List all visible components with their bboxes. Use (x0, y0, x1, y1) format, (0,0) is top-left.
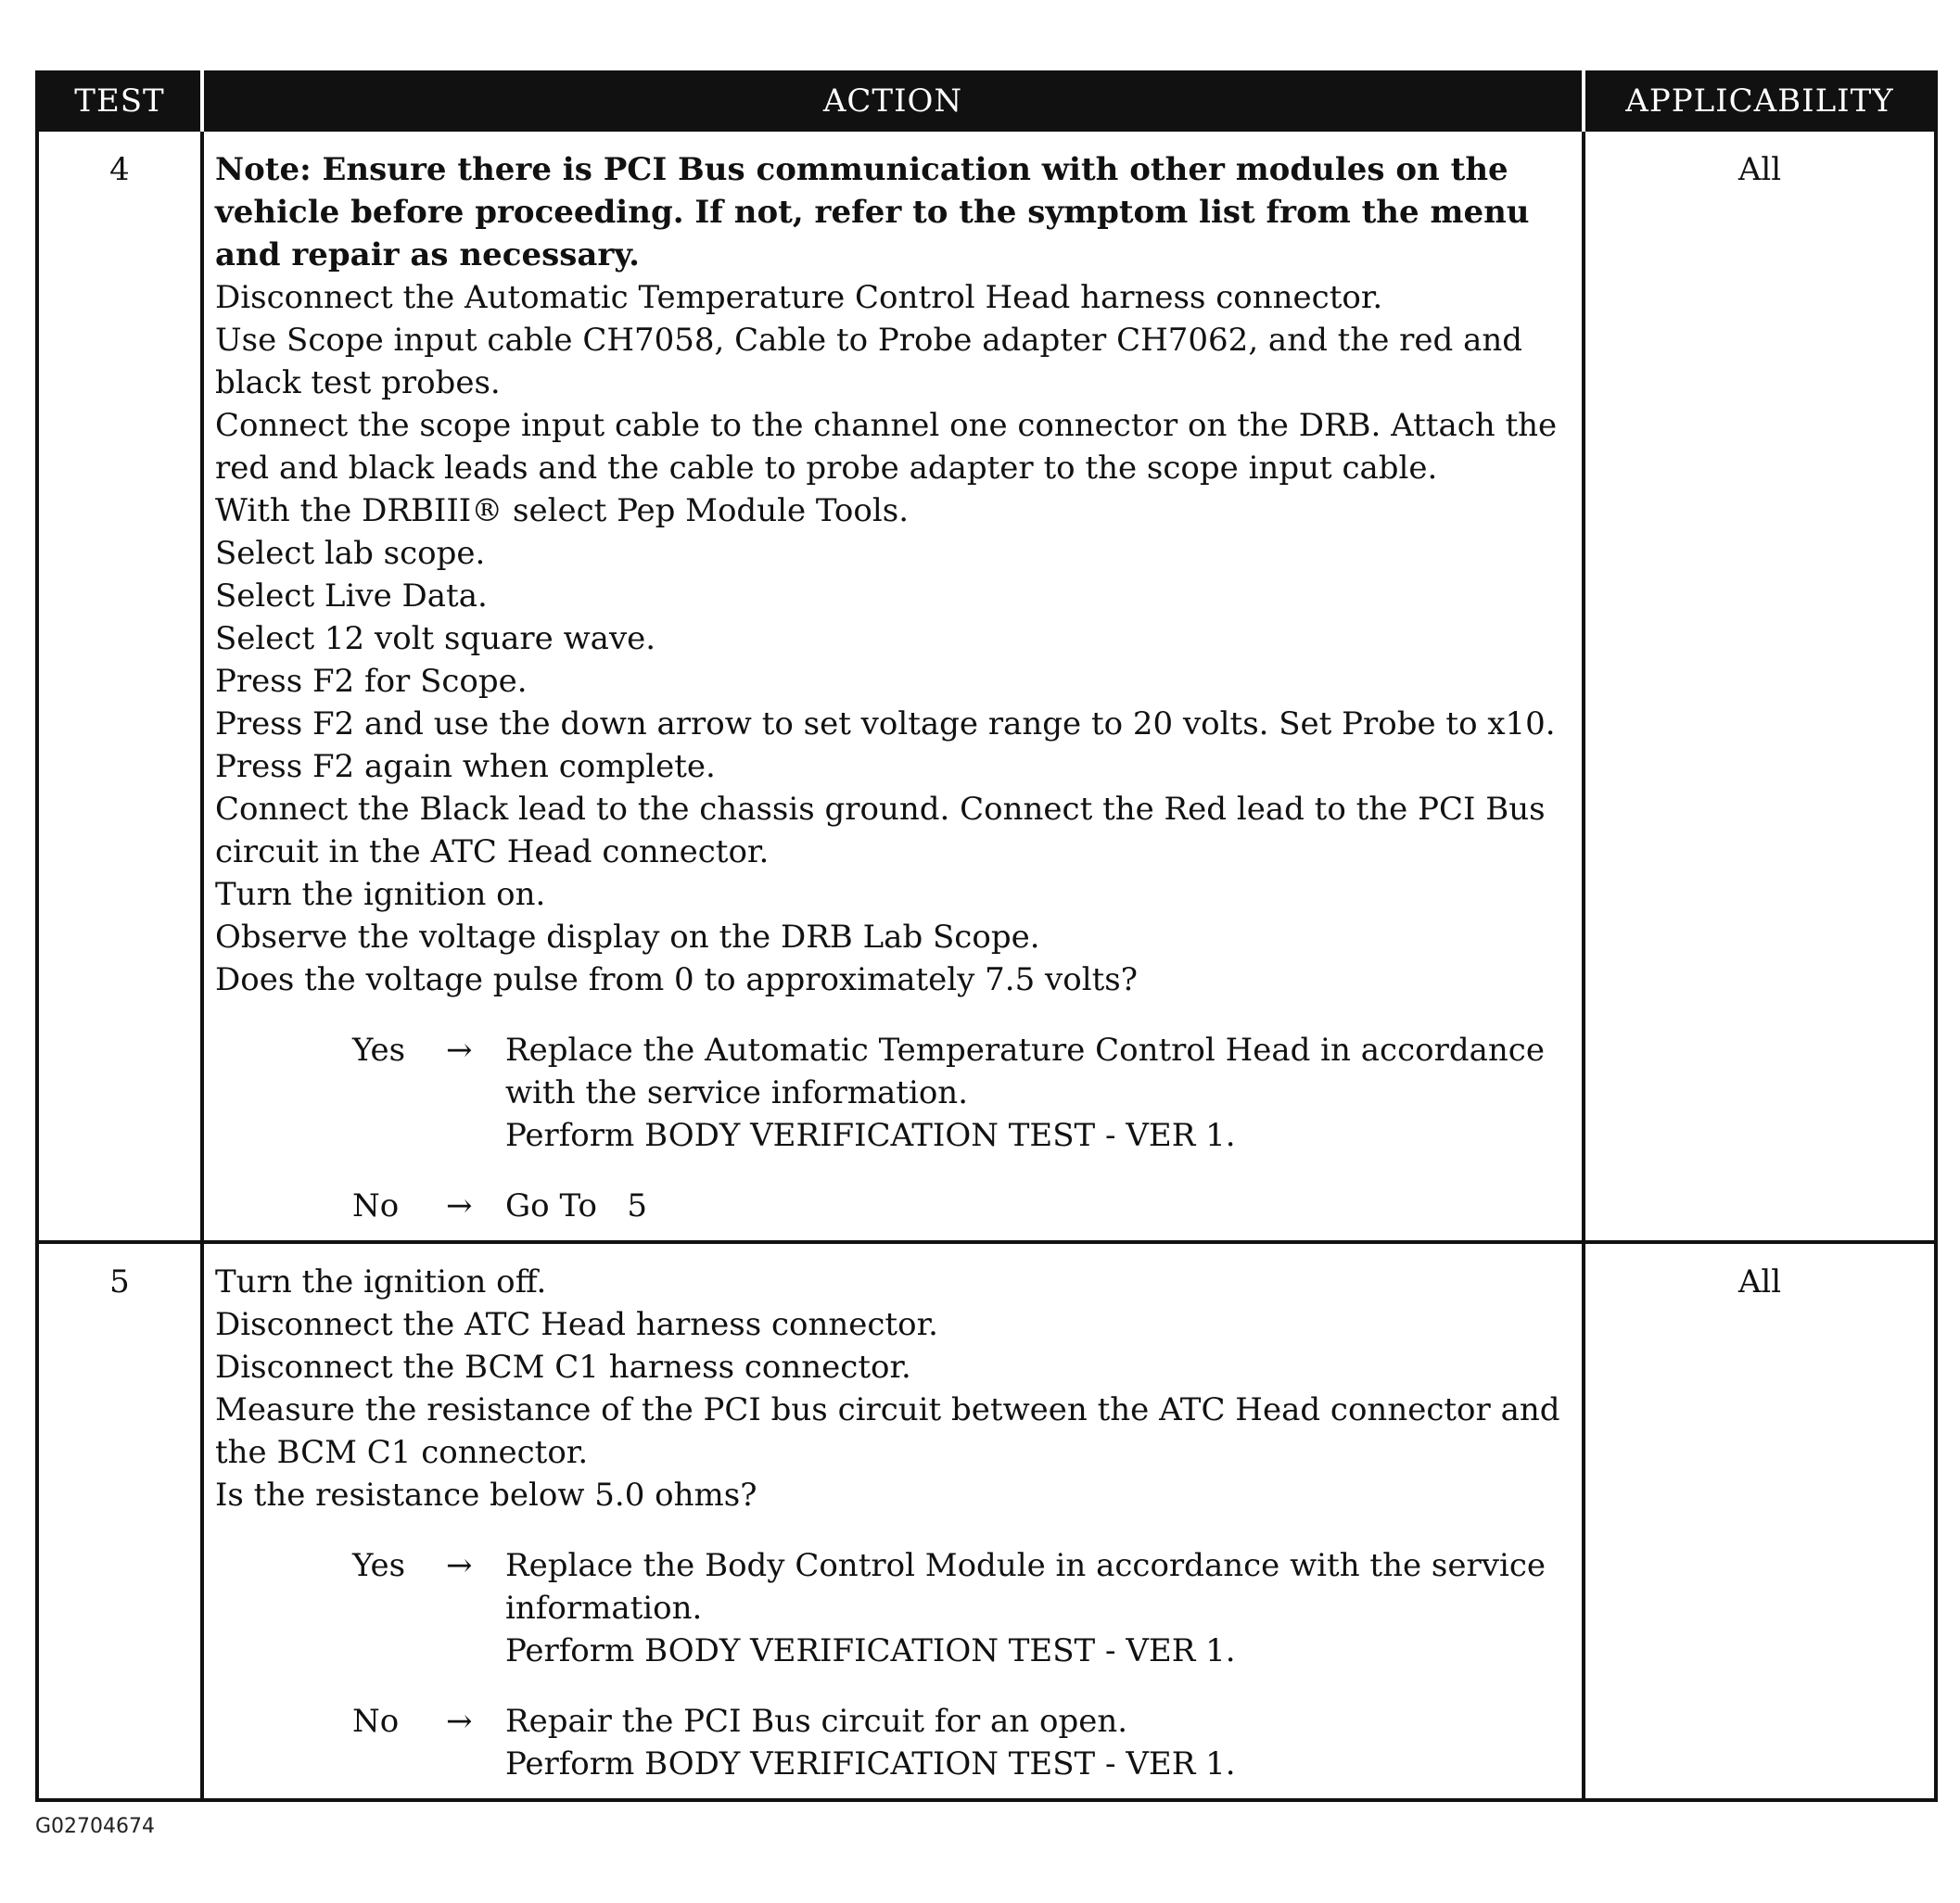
branch-response (505, 1029, 1572, 1157)
response-line: Perform BODY VERIFICATION TEST - VER 1. (505, 1117, 1236, 1154)
note-text: Note: Ensure there is PCI Bus communication with other modules on the vehicle before proceeding. If not, refer to the symptom list from the menu and repair as necessary. (215, 151, 1530, 273)
diagnostic-sheet (35, 70, 1934, 1802)
branch-response (505, 1185, 1572, 1227)
yes-branch (352, 1029, 1572, 1157)
step: Is the resistance below 5.0 ohms? (215, 1477, 757, 1514)
figure-code: G02704674 (35, 1815, 156, 1838)
table-row-test-4 (37, 130, 1936, 1242)
step: Press F2 for Scope. (215, 663, 528, 700)
action-cell (202, 1242, 1584, 1800)
branch-label-no: No (352, 1703, 400, 1740)
response-line: Perform BODY VERIFICATION TEST - VER 1. (505, 1632, 1236, 1669)
step: Select 12 volt square wave. (215, 620, 656, 657)
response-line: Repair the PCI Bus circuit for an open. (505, 1703, 1128, 1740)
branch-label-yes: Yes (352, 1547, 406, 1584)
branch-response (505, 1700, 1572, 1785)
step: With the DRBIII® select Pep Module Tools. (215, 492, 909, 529)
table-header-row (37, 72, 1936, 130)
no-branch (352, 1185, 1572, 1227)
test-number: 5 (37, 1242, 202, 1800)
test-number: 4 (37, 130, 202, 1242)
table-row-test-5 (37, 1242, 1936, 1800)
right-arrow-icon: → (446, 1032, 473, 1069)
step: Disconnect the Automatic Temperature Control Head harness connector. (215, 279, 1383, 316)
response-line: Go To 5 (505, 1187, 647, 1224)
applicability: All (1584, 130, 1936, 1242)
step: Disconnect the BCM C1 harness connector. (215, 1349, 911, 1386)
step: Turn the ignition off. (215, 1263, 547, 1300)
right-arrow-icon: → (446, 1187, 473, 1224)
branch-label-yes: Yes (352, 1032, 406, 1069)
branch-response (505, 1544, 1572, 1672)
step: Use Scope input cable CH7058, Cable to Probe adapter CH7062, and the red and black test probes. (215, 322, 1523, 401)
response-line: Perform BODY VERIFICATION TEST - VER 1. (505, 1745, 1236, 1782)
right-arrow-icon: → (446, 1703, 473, 1740)
diagnostic-table (35, 70, 1938, 1802)
action-cell (202, 130, 1584, 1242)
branch-label-no: No (352, 1187, 400, 1224)
step: Select Live Data. (215, 577, 488, 615)
no-branch (352, 1700, 1572, 1785)
step: Turn the ignition on. (215, 876, 546, 913)
step: Observe the voltage display on the DRB Lab Scope. (215, 919, 1040, 956)
step: Connect the scope input cable to the channel one connector on the DRB. Attach the red and black leads and the cable to probe adapter to the scope input cable. (215, 407, 1558, 487)
right-arrow-icon: → (446, 1547, 473, 1584)
response-line: Replace the Body Control Module in accordance with the service information. (505, 1547, 1546, 1627)
yes-branch (352, 1544, 1572, 1672)
response-line: Replace the Automatic Temperature Control Head in accordance with the service information. (505, 1032, 1545, 1111)
step: Disconnect the ATC Head harness connector. (215, 1306, 938, 1343)
applicability: All (1584, 1242, 1936, 1800)
header-test: TEST (37, 72, 202, 130)
step: Does the voltage pulse from 0 to approximately 7.5 volts? (215, 961, 1138, 998)
step: Press F2 and use the down arrow to set voltage range to 20 volts. Set Probe to x10. Press F2 again when complete. (215, 705, 1556, 785)
header-applicability: APPLICABILITY (1584, 72, 1936, 130)
step: Select lab scope. (215, 535, 486, 572)
step: Connect the Black lead to the chassis ground. Connect the Red lead to the PCI Bus circuit in the ATC Head connector. (215, 791, 1546, 870)
header-action: ACTION (202, 72, 1584, 130)
step: Measure the resistance of the PCI bus circuit between the ATC Head connector and the BCM C1 connector. (215, 1391, 1560, 1471)
